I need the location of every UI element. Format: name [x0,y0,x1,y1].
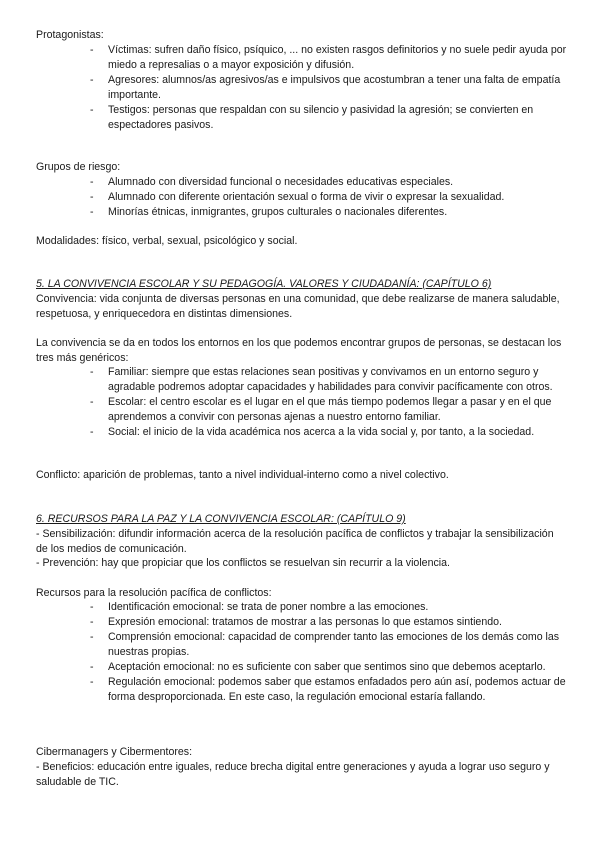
section-6-heading: 6. RECURSOS PARA LA PAZ Y LA CONVIVENCIA ESCOLAR: (CAPÍTULO 9) [36,513,406,525]
list-item: - Identificación emocional: se trata de poner nombre a las emociones. [90,600,568,615]
conflicto-text: Conflicto: aparición de problemas, tanto a nivel individual-interno como a nivel colectivo. [36,469,449,481]
protagonistas-title: Protagonistas: [36,29,104,41]
convivencia-list [90,365,568,440]
list-item: - Alumnado con diferente orientación sexual o forma de vivir o expresar la sexualidad. [90,190,568,205]
list-item: - Escolar: el centro escolar es el lugar en el que más tiempo podemos llegar a pasar y en el que aprendemos a convivir con personas ajenas a nuestro entorno familiar. [90,395,568,425]
section-5-heading: 5. LA CONVIVENCIA ESCOLAR Y SU PEDAGOGÍA. VALORES Y CIUDADANÍA: (CAPÍTULO 6) [36,278,492,290]
modalidades-text: Modalidades: físico, verbal, sexual, psicológico y social. [36,235,298,247]
recursos-intro: Recursos para la resolución pacífica de conflictos: [36,587,272,599]
prevencion-text: - Prevención: hay que propiciar que los conflictos se resuelvan sin recurrir a la violencia. [36,557,450,569]
list-item: - Testigos: personas que respaldan con su silencio y pasividad la agresión; se convierten en espectadores pasivos. [90,103,568,133]
list-item: - Minorías étnicas, inmigrantes, grupos culturales o nacionales diferentes. [90,205,568,220]
grupos-riesgo-list [90,175,568,220]
grupos-riesgo-title: Grupos de riesgo: [36,161,121,173]
beneficios-text: - Beneficios: educación entre iguales, reduce brecha digital entre generaciones y ayuda a lograr uso seguro y saludable de TIC. [36,761,550,788]
sensibilizacion-text: - Sensibilización: difundir información acerca de la resolución pacífica de conflictos y trabajar la sensibilización de los medios de comunicación. [36,528,554,555]
ciber-title: Cibermanagers y Cibermentores: [36,746,193,758]
list-item: - Regulación emocional: podemos saber que estamos enfadados pero aún así, podemos actuar de forma desproporcionada. En este caso, la regulación emocional estaría fallando. [90,675,568,705]
list-item: - Alumnado con diversidad funcional o necesidades educativas especiales. [90,175,568,190]
convivencia-definition: Convivencia: vida conjunta de diversas personas en una comunidad, que debe realizarse de manera saludable, respetuosa, y enriquecedora en distintas dimensiones. [36,293,560,320]
list-item: - Comprensión emocional: capacidad de comprender tanto las emociones de los demás como las nuestras propias. [90,630,568,660]
protagonistas-list [90,43,568,133]
list-item: - Social: el inicio de la vida académica nos acerca a la vida social y, por tanto, a la sociedad. [90,425,568,440]
list-item: - Agresores: alumnos/as agresivos/as e impulsivos que acostumbran a tener una falta de empatía importante. [90,73,568,103]
list-item: - Expresión emocional: tratamos de mostrar a las personas lo que estamos sintiendo. [90,615,568,630]
list-item: - Víctimas: sufren daño físico, psíquico, ... no existen rasgos definitorios y no suele pedir ayuda por miedo a represalias o a mayor exposición y difusión. [90,43,568,73]
recursos-list [90,600,568,705]
list-item: - Aceptación emocional: no es suficiente con saber que sentimos sino que debemos aceptarlo. [90,660,568,675]
list-item: - Familiar: siempre que estas relaciones sean positivas y convivamos en un entorno seguro y agradable podremos adoptar capacidades y habilidades para convivir pacíficamente con otros. [90,365,568,395]
convivencia-intro: La convivencia se da en todos los entornos en los que podemos encontrar grupos de personas, se destacan los tres más genéricos: [36,337,562,364]
